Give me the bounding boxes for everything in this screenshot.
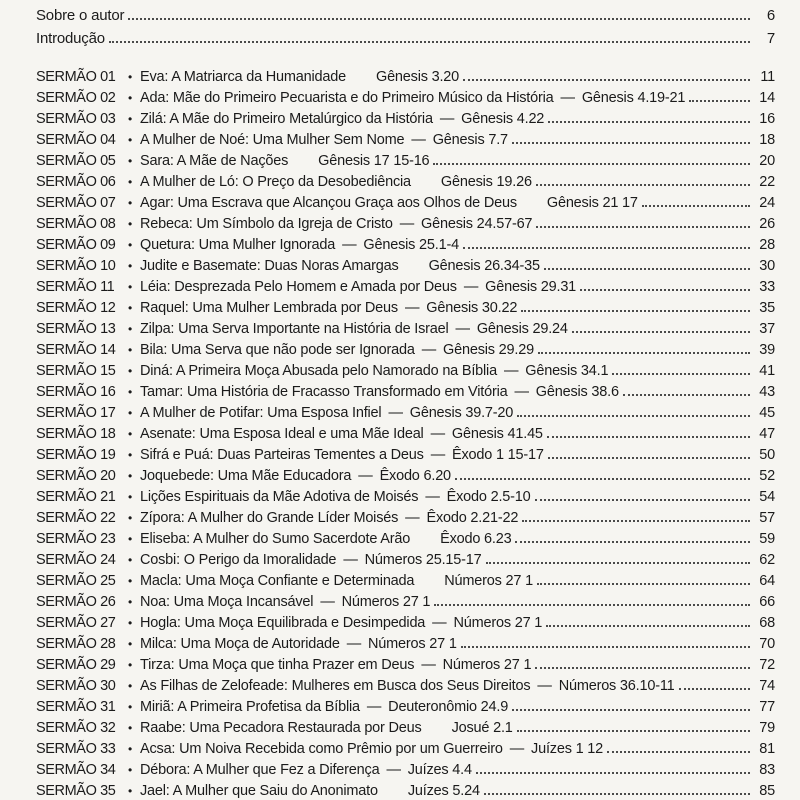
em-dash-separator: — xyxy=(366,699,382,715)
sermon-number-label: SERMÃO 01 xyxy=(36,69,116,85)
dot-leader xyxy=(476,762,750,774)
sermon-title: Macla: Uma Moça Confiante e Determinada xyxy=(140,573,415,589)
dot-leader xyxy=(517,720,750,732)
page-number: 7 xyxy=(766,30,775,47)
toc-front-row xyxy=(36,7,775,30)
em-dash-separator: — xyxy=(404,300,420,316)
page-number: 72 xyxy=(759,657,775,673)
sermon-title: Zípora: A Mulher do Grande Líder Moisés xyxy=(140,510,399,526)
toc-entry xyxy=(36,342,775,363)
bullet-icon: • xyxy=(127,511,132,525)
em-dash-separator: — xyxy=(455,321,470,337)
sermon-number-label: SERMÃO 06 xyxy=(36,174,116,190)
dot-leader xyxy=(484,783,750,795)
sermon-number-label: SERMÃO 30 xyxy=(36,678,116,694)
scripture-reference: Números 27 1 xyxy=(444,573,533,589)
dot-leader xyxy=(546,615,750,627)
scripture-reference: Juízes 1 12 xyxy=(531,741,603,757)
scripture-reference: Deuteronômio 24.9 xyxy=(388,699,509,715)
sermon-title: Asenate: Uma Esposa Ideal e uma Mãe Ideal xyxy=(140,426,424,442)
sermon-list xyxy=(36,69,775,800)
page-number: 41 xyxy=(759,363,775,379)
bullet-icon: • xyxy=(127,322,132,336)
bullet-icon: • xyxy=(127,343,132,357)
sermon-number-label: SERMÃO 15 xyxy=(36,363,116,379)
dot-leader xyxy=(537,573,750,585)
bullet-icon: • xyxy=(127,658,132,672)
page-number: 62 xyxy=(759,552,775,568)
scripture-reference: Gênesis 30.22 xyxy=(426,300,518,316)
scripture-reference: Gênesis 25.1-4 xyxy=(363,237,459,253)
sermon-title: Miriã: A Primeira Profetisa da Bíblia xyxy=(140,699,360,715)
sermon-number-label: SERMÃO 18 xyxy=(36,426,116,442)
bullet-icon: • xyxy=(127,238,132,252)
dot-leader xyxy=(512,132,750,144)
scripture-reference: Juízes 4.4 xyxy=(407,762,472,778)
bullet-icon: • xyxy=(127,133,132,147)
toc-entry xyxy=(36,699,775,720)
toc-entry xyxy=(36,426,775,447)
sermon-number-label: SERMÃO 31 xyxy=(36,699,116,715)
toc-entry xyxy=(36,258,775,279)
scripture-reference: Gênesis 3.20 xyxy=(375,69,460,85)
sermon-title: Sara: A Mãe de Nações xyxy=(140,153,289,169)
page-number: 26 xyxy=(759,216,775,232)
em-dash-separator: — xyxy=(432,615,447,631)
page-number: 83 xyxy=(759,762,775,778)
page-number: 37 xyxy=(759,321,775,337)
em-dash-separator: — xyxy=(421,342,437,358)
dot-leader xyxy=(433,153,750,165)
toc-entry xyxy=(36,657,775,678)
page-number: 28 xyxy=(759,237,775,253)
toc-entry xyxy=(36,321,775,342)
sermon-number-label: SERMÃO 34 xyxy=(36,762,116,778)
em-dash-separator: — xyxy=(405,510,420,526)
toc-entry xyxy=(36,552,775,573)
toc-entry xyxy=(36,573,775,594)
toc-entry xyxy=(36,69,775,90)
dot-leader xyxy=(522,510,750,522)
sermon-title: Lições Espirituais da Mãe Adotiva de Moisés xyxy=(140,489,419,505)
toc-entry xyxy=(36,195,775,216)
em-dash-separator: — xyxy=(411,132,426,148)
page-number: 6 xyxy=(766,7,775,24)
scripture-reference: Gênesis 39.7-20 xyxy=(409,405,514,421)
front-matter-list xyxy=(36,7,775,53)
scripture-reference: Juízes 5.24 xyxy=(407,783,480,799)
em-dash-separator: — xyxy=(439,111,455,127)
bullet-icon: • xyxy=(127,217,132,231)
scripture-reference: Josué 2.1 xyxy=(451,720,513,736)
sermon-title: Judite e Basemate: Duas Noras Amargas xyxy=(140,258,399,274)
sermon-number-label: SERMÃO 24 xyxy=(36,552,116,568)
scripture-reference: Gênesis 29.24 xyxy=(476,321,568,337)
dot-leader xyxy=(521,300,750,312)
page-number: 39 xyxy=(759,342,775,358)
toc-entry xyxy=(36,405,775,426)
em-dash-separator: — xyxy=(343,552,358,568)
sermon-title: Raabe: Uma Pecadora Restaurada por Deus xyxy=(140,720,422,736)
toc-entry xyxy=(36,363,775,384)
page-number: 68 xyxy=(759,615,775,631)
dot-leader xyxy=(623,384,750,396)
scripture-reference: Gênesis 24.57-67 xyxy=(421,216,533,232)
dot-leader xyxy=(463,69,750,81)
scripture-reference: Gênesis 19.26 xyxy=(440,174,532,190)
toc-front-row xyxy=(36,30,775,53)
page-number: 79 xyxy=(759,720,775,736)
dot-leader xyxy=(535,489,751,501)
sermon-title: A Mulher de Noé: Uma Mulher Sem Nome xyxy=(140,132,405,148)
bullet-icon: • xyxy=(127,742,132,756)
page-number: 43 xyxy=(759,384,775,400)
em-dash-separator: — xyxy=(463,279,479,295)
sermon-number-label: SERMÃO 22 xyxy=(36,510,116,526)
sermon-number-label: SERMÃO 10 xyxy=(36,258,116,274)
page-number: 20 xyxy=(759,153,775,169)
scripture-reference: Êxodo 6.20 xyxy=(379,468,451,484)
sermon-title: Tirza: Uma Moça que tinha Prazer em Deus xyxy=(140,657,415,673)
sermon-number-label: SERMÃO 26 xyxy=(36,594,116,610)
sermon-number-label: SERMÃO 11 xyxy=(36,279,115,295)
sermon-number-label: SERMÃO 07 xyxy=(36,195,116,211)
page-number: 24 xyxy=(759,195,775,211)
page-number: 35 xyxy=(759,300,775,316)
toc-entry xyxy=(36,111,775,132)
em-dash-separator: — xyxy=(421,657,436,673)
bullet-icon: • xyxy=(127,91,132,105)
page-number: 47 xyxy=(759,426,775,442)
sermon-title: Zilpa: Uma Serva Importante na História de Israel xyxy=(140,321,449,337)
front-row-title: Introdução xyxy=(36,30,105,47)
sermon-title: A Mulher de Ló: O Preço da Desobediência xyxy=(140,174,411,190)
page-number: 74 xyxy=(759,678,775,694)
bullet-icon: • xyxy=(127,574,132,588)
bullet-icon: • xyxy=(127,364,132,378)
bullet-icon: • xyxy=(127,448,132,462)
em-dash-separator: — xyxy=(346,636,362,652)
page-number: 54 xyxy=(759,489,775,505)
sermon-number-label: SERMÃO 21 xyxy=(36,489,116,505)
dot-leader xyxy=(461,636,750,648)
page-number: 81 xyxy=(759,741,775,757)
em-dash-separator: — xyxy=(430,426,445,442)
sermon-number-label: SERMÃO 29 xyxy=(36,657,116,673)
sermon-number-label: SERMÃO 20 xyxy=(36,468,116,484)
scripture-reference: Números 25.15-17 xyxy=(364,552,482,568)
bullet-icon: • xyxy=(127,784,132,798)
page-number: 11 xyxy=(760,69,775,85)
sermon-title: Débora: A Mulher que Fez a Diferença xyxy=(140,762,380,778)
em-dash-separator: — xyxy=(537,678,552,694)
toc-entry xyxy=(36,300,775,321)
bullet-icon: • xyxy=(127,196,132,210)
toc-entry xyxy=(36,636,775,657)
em-dash-separator: — xyxy=(560,90,575,106)
em-dash-separator: — xyxy=(514,384,529,400)
bullet-icon: • xyxy=(127,679,132,693)
toc-entry xyxy=(36,468,775,489)
dot-leader xyxy=(548,111,750,123)
em-dash-separator: — xyxy=(503,363,519,379)
toc-entry xyxy=(36,741,775,762)
sermon-title: Sifrá e Puá: Duas Parteiras Tementes a Deus xyxy=(140,447,424,463)
em-dash-separator: — xyxy=(320,594,335,610)
toc-entry xyxy=(36,678,775,699)
sermon-number-label: SERMÃO 04 xyxy=(36,132,116,148)
bullet-icon: • xyxy=(127,763,132,777)
scripture-reference: Êxodo 2.21-22 xyxy=(426,510,519,526)
toc-entry xyxy=(36,132,775,153)
em-dash-separator: — xyxy=(358,468,373,484)
scripture-reference: Números 36.10-11 xyxy=(558,678,675,694)
sermon-number-label: SERMÃO 02 xyxy=(36,90,116,106)
toc-entry xyxy=(36,720,775,741)
sermon-title: Rebeca: Um Símbolo da Igreja de Cristo xyxy=(140,216,393,232)
dot-leader xyxy=(517,405,750,417)
bullet-icon: • xyxy=(127,490,132,504)
page-number: 70 xyxy=(759,636,775,652)
dot-leader xyxy=(535,657,750,669)
dot-leader xyxy=(128,8,750,20)
toc-entry xyxy=(36,594,775,615)
dot-leader xyxy=(455,468,750,480)
bullet-icon: • xyxy=(127,427,132,441)
dot-leader xyxy=(536,174,750,186)
bullet-icon: • xyxy=(127,637,132,651)
toc-entry xyxy=(36,783,775,800)
sermon-number-label: SERMÃO 12 xyxy=(36,300,116,316)
page-number: 18 xyxy=(759,132,775,148)
sermon-number-label: SERMÃO 23 xyxy=(36,531,116,547)
sermon-number-label: SERMÃO 32 xyxy=(36,720,116,736)
sermon-title: Ada: Mãe do Primeiro Pecuarista e do Primeiro Músico da História xyxy=(140,90,554,106)
scripture-reference: Gênesis 21 17 xyxy=(546,195,638,211)
sermon-title: Hogla: Uma Moça Equilibrada e Desimpedida xyxy=(140,615,426,631)
page-number: 85 xyxy=(759,783,775,799)
dot-leader xyxy=(109,31,750,43)
sermon-number-label: SERMÃO 35 xyxy=(36,783,116,799)
em-dash-separator: — xyxy=(430,447,446,463)
page-number: 52 xyxy=(759,468,775,484)
bullet-icon: • xyxy=(127,112,132,126)
dot-leader xyxy=(547,426,750,438)
sermon-title: Acsa: Um Noiva Recebida como Prêmio por um Guerreiro xyxy=(140,741,503,757)
sermon-title: A Mulher de Potifar: Uma Esposa Infiel xyxy=(140,405,382,421)
scripture-reference: Gênesis 26.34-35 xyxy=(428,258,540,274)
scripture-reference: Gênesis 41.45 xyxy=(451,426,543,442)
bullet-icon: • xyxy=(127,406,132,420)
toc-entry xyxy=(36,489,775,510)
page-number: 64 xyxy=(759,573,775,589)
toc-entry xyxy=(36,90,775,111)
page-number: 59 xyxy=(759,531,775,547)
sermon-title: Eva: A Matriarca da Humanidade xyxy=(140,69,346,85)
sermon-title: Jael: A Mulher que Saiu do Anonimato xyxy=(140,783,378,799)
sermon-title: Diná: A Primeira Moça Abusada pelo Namorado na Bíblia xyxy=(140,363,497,379)
em-dash-separator: — xyxy=(399,216,415,232)
sermon-number-label: SERMÃO 33 xyxy=(36,741,116,757)
sermon-title: As Filhas de Zelofeade: Mulheres em Busca dos Seus Direitos xyxy=(140,678,531,694)
bullet-icon: • xyxy=(127,721,132,735)
dot-leader xyxy=(536,216,750,228)
sermon-number-label: SERMÃO 09 xyxy=(36,237,116,253)
page-number: 45 xyxy=(759,405,775,421)
em-dash-separator: — xyxy=(388,405,403,421)
sermon-title: Zilá: A Mãe do Primeiro Metalúrgico da História xyxy=(140,111,433,127)
page-number: 14 xyxy=(759,90,775,106)
sermon-number-label: SERMÃO 27 xyxy=(36,615,116,631)
bullet-icon: • xyxy=(127,301,132,315)
bullet-icon: • xyxy=(127,469,132,483)
scripture-reference: Gênesis 34.1 xyxy=(525,363,609,379)
scripture-reference: Êxodo 2.5-10 xyxy=(446,489,531,505)
bullet-icon: • xyxy=(127,385,132,399)
dot-leader xyxy=(548,447,750,459)
bullet-icon: • xyxy=(127,280,132,294)
sermon-number-label: SERMÃO 13 xyxy=(36,321,116,337)
scripture-reference: Números 27 1 xyxy=(368,636,457,652)
toc-entry xyxy=(36,153,775,174)
sermon-title: Léia: Desprezada Pelo Homem e Amada por Deus xyxy=(140,279,457,295)
toc-entry xyxy=(36,174,775,195)
toc-entry xyxy=(36,237,775,258)
toc-entry xyxy=(36,384,775,405)
scripture-reference: Gênesis 17 15-16 xyxy=(318,153,430,169)
sermon-number-label: SERMÃO 28 xyxy=(36,636,116,652)
scripture-reference: Gênesis 4.19-21 xyxy=(581,90,686,106)
scripture-reference: Números 27 1 xyxy=(453,615,543,631)
dot-leader xyxy=(607,741,750,753)
toc-entry xyxy=(36,447,775,468)
em-dash-separator: — xyxy=(425,489,440,505)
scripture-reference: Números 27 1 xyxy=(442,657,532,673)
sermon-number-label: SERMÃO 14 xyxy=(36,342,116,358)
em-dash-separator: — xyxy=(342,237,357,253)
em-dash-separator: — xyxy=(386,762,401,778)
dot-leader xyxy=(679,678,750,690)
toc-entry xyxy=(36,510,775,531)
page-number: 16 xyxy=(759,111,775,127)
toc-entry xyxy=(36,279,775,300)
sermon-title: Raquel: Uma Mulher Lembrada por Deus xyxy=(140,300,398,316)
bullet-icon: • xyxy=(127,259,132,273)
scripture-reference: Gênesis 29.31 xyxy=(485,279,577,295)
bullet-icon: • xyxy=(127,532,132,546)
sermon-title: Agar: Uma Escrava que Alcançou Graça aos Olhos de Deus xyxy=(140,195,517,211)
scripture-reference: Gênesis 29.29 xyxy=(443,342,534,358)
sermon-title: Eliseba: A Mulher do Sumo Sacerdote Arão xyxy=(140,531,411,547)
page-number: 30 xyxy=(759,258,775,274)
dot-leader xyxy=(463,237,750,249)
bullet-icon: • xyxy=(127,70,132,84)
sermon-title: Joquebede: Uma Mãe Educadora xyxy=(140,468,352,484)
page-number: 66 xyxy=(759,594,775,610)
bullet-icon: • xyxy=(127,175,132,189)
dot-leader xyxy=(612,363,750,375)
page-number: 50 xyxy=(759,447,775,463)
sermon-title: Bila: Uma Serva que não pode ser Ignorada xyxy=(140,342,415,358)
bullet-icon: • xyxy=(127,154,132,168)
dot-leader xyxy=(689,90,750,102)
toc-entry xyxy=(36,762,775,783)
dot-leader xyxy=(515,531,750,543)
toc-entry xyxy=(36,531,775,552)
dot-leader xyxy=(572,321,750,333)
scripture-reference: Números 27 1 xyxy=(341,594,431,610)
scripture-reference: Êxodo 6.23 xyxy=(440,531,512,547)
scripture-reference: Êxodo 1 15-17 xyxy=(452,447,544,463)
bullet-icon: • xyxy=(127,553,132,567)
page-number: 77 xyxy=(759,699,775,715)
sermon-title: Quetura: Uma Mulher Ignorada xyxy=(140,237,336,253)
dot-leader xyxy=(538,342,750,354)
sermon-title: Noa: Uma Moça Incansável xyxy=(140,594,314,610)
bullet-icon: • xyxy=(127,616,132,630)
scripture-reference: Gênesis 4.22 xyxy=(461,111,545,127)
sermon-title: Milca: Uma Moça de Autoridade xyxy=(140,636,340,652)
sermon-number-label: SERMÃO 08 xyxy=(36,216,116,232)
toc-entry xyxy=(36,216,775,237)
sermon-number-label: SERMÃO 19 xyxy=(36,447,116,463)
sermon-title: Cosbi: O Perigo da Imoralidade xyxy=(140,552,337,568)
sermon-number-label: SERMÃO 16 xyxy=(36,384,116,400)
sermon-number-label: SERMÃO 05 xyxy=(36,153,116,169)
dot-leader xyxy=(434,594,750,606)
scripture-reference: Gênesis 38.6 xyxy=(535,384,619,400)
sermon-number-label: SERMÃO 25 xyxy=(36,573,116,589)
page-number: 33 xyxy=(759,279,775,295)
sermon-number-label: SERMÃO 03 xyxy=(36,111,116,127)
bullet-icon: • xyxy=(127,700,132,714)
page-number: 22 xyxy=(759,174,775,190)
bullet-icon: • xyxy=(127,595,132,609)
dot-leader xyxy=(486,552,750,564)
sermon-title: Tamar: Uma História de Fracasso Transformado em Vitória xyxy=(140,384,508,400)
scripture-reference: Gênesis 7.7 xyxy=(432,132,508,148)
page-number: 57 xyxy=(759,510,775,526)
dot-leader xyxy=(642,195,750,207)
dot-leader xyxy=(544,258,750,270)
em-dash-separator: — xyxy=(509,741,525,757)
dot-leader xyxy=(580,279,750,291)
sermon-number-label: SERMÃO 17 xyxy=(36,405,116,421)
dot-leader xyxy=(512,699,750,711)
toc-entry xyxy=(36,615,775,636)
front-row-title: Sobre o autor xyxy=(36,7,125,24)
